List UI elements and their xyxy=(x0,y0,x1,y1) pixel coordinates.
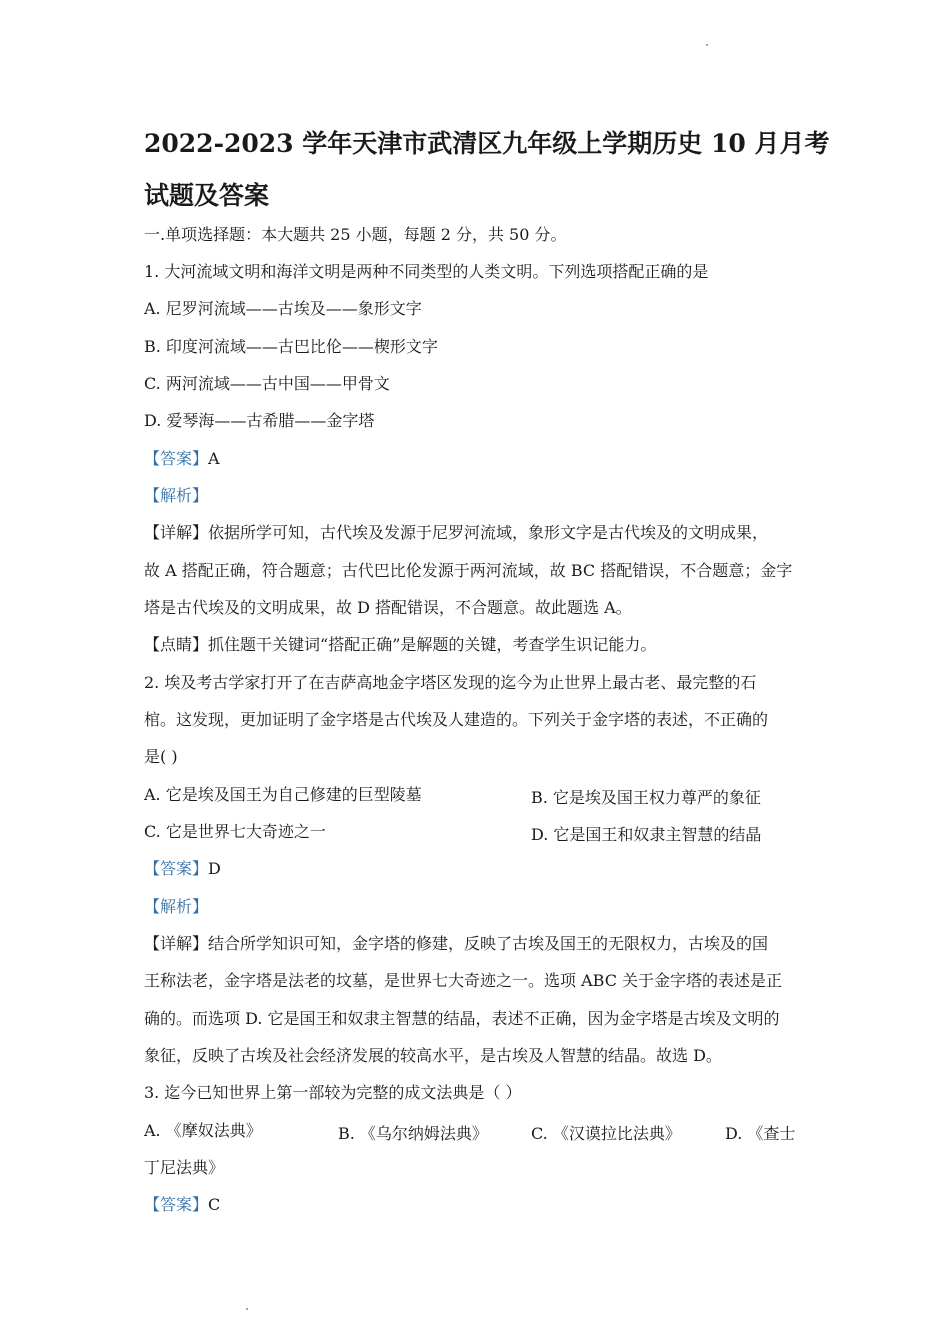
q1-answer-value: A xyxy=(208,449,220,468)
section-heading: 一.单项选择题：本大题共 25 小题，每题 2 分，共 50 分。 xyxy=(144,225,567,244)
q3-option-b: B. 《乌尔纳姆法典》 xyxy=(338,1124,488,1143)
q1-detail-text1: 依据所学可知，古代埃及发源于尼罗河流域，象形文字是古代埃及的文明成果， xyxy=(208,523,769,542)
q2-option-a: A. 它是埃及国王为自己修建的巨型陵墓 xyxy=(144,785,422,804)
point-label: 【点睛】 xyxy=(144,635,209,654)
q1-option-c: C. 两河流域——古中国——甲骨文 xyxy=(144,374,390,393)
answer-label: 【答案】 xyxy=(144,449,209,468)
q1-stem: 1. 大河流域文明和海洋文明是两种不同类型的人类文明。下列选项搭配正确的是 xyxy=(144,262,709,281)
answer-label: 【答案】 xyxy=(144,1195,209,1214)
q3-answer-value: C xyxy=(208,1195,221,1214)
analysis-label: 【解析】 xyxy=(144,897,209,916)
q1-answer xyxy=(144,449,220,469)
q2-option-c: C. 它是世界七大奇迹之一 xyxy=(144,822,326,841)
q1-option-a: A. 尼罗河流域——古埃及——象形文字 xyxy=(144,299,422,318)
q1-detail-line1 xyxy=(144,523,768,543)
q2-stem-line2: 棺。这发现，更加证明了金字塔是古代埃及人建造的。下列关于金字塔的表述，不正确的 xyxy=(144,710,769,729)
answer-label: 【答案】 xyxy=(144,859,209,878)
q1-analysis-label xyxy=(144,486,208,506)
q1-option-b: B. 印度河流域——古巴比伦——楔形文字 xyxy=(144,337,438,356)
q3-answer xyxy=(144,1195,220,1215)
q3-option-d: D. 《查士 xyxy=(725,1124,796,1143)
q3-stem: 3. 迄今已知世界上第一部较为完整的成文法典是（ ） xyxy=(144,1083,522,1102)
q1-point-text: 抓住题干关键词“搭配正确”是解题的关键，考查学生识记能力。 xyxy=(208,635,657,654)
q1-point xyxy=(144,635,656,655)
document-title-line1: 2022-2023 学年天津市武清区九年级上学期历史 10 月月考 xyxy=(144,129,830,158)
q3-option-d-continued: 丁尼法典》 xyxy=(144,1158,225,1177)
q2-answer-value: D xyxy=(208,859,221,878)
q3-option-a: A. 《摩奴法典》 xyxy=(144,1121,262,1140)
q2-answer xyxy=(144,859,221,879)
q3-option-c: C. 《汉谟拉比法典》 xyxy=(531,1124,681,1143)
q1-detail-line2: 故 A 搭配正确，符合题意；古代巴比伦发源于两河流域，故 BC 搭配错误，不合题意；金字 xyxy=(144,561,793,580)
q2-stem-line1: 2. 埃及考古学家打开了在吉萨高地金字塔区发现的迄今为止世界上最古老、最完整的石 xyxy=(144,673,757,692)
q2-option-d: D. 它是国王和奴隶主智慧的结晶 xyxy=(531,825,762,844)
q2-detail-line3: 确的。而选项 D. 它是国王和奴隶主智慧的结晶，表述不正确，因为金字塔是古埃及文明的 xyxy=(144,1009,780,1028)
scan-dot-bottom xyxy=(246,1308,248,1310)
q2-detail-line4: 象征，反映了古埃及社会经济发展的较高水平，是古埃及人智慧的结晶。故选 D。 xyxy=(144,1046,722,1065)
scan-dot-top xyxy=(706,44,708,46)
q2-stem-line3: 是( ) xyxy=(144,747,178,766)
q2-option-b: B. 它是埃及国王权力尊严的象征 xyxy=(531,788,761,807)
detail-label: 【详解】 xyxy=(144,934,209,953)
q1-detail-line3: 塔是古代埃及的文明成果，故 D 搭配错误，不合题意。故此题选 A。 xyxy=(144,598,632,617)
analysis-label: 【解析】 xyxy=(144,486,209,505)
q1-option-d: D. 爱琴海——古希腊——金字塔 xyxy=(144,411,375,430)
q2-detail-line1 xyxy=(144,934,768,954)
q2-detail-line2: 王称法老，金字塔是法老的坟墓，是世界七大奇迹之一。选项 ABC 关于金字塔的表述是正 xyxy=(144,971,783,990)
document-title-line2: 试题及答案 xyxy=(144,181,270,210)
q2-detail-text1: 结合所学知识可知，金字塔的修建，反映了古埃及国王的无限权力，古埃及的国 xyxy=(208,934,769,953)
q2-analysis-label xyxy=(144,897,208,917)
detail-label: 【详解】 xyxy=(144,523,209,542)
